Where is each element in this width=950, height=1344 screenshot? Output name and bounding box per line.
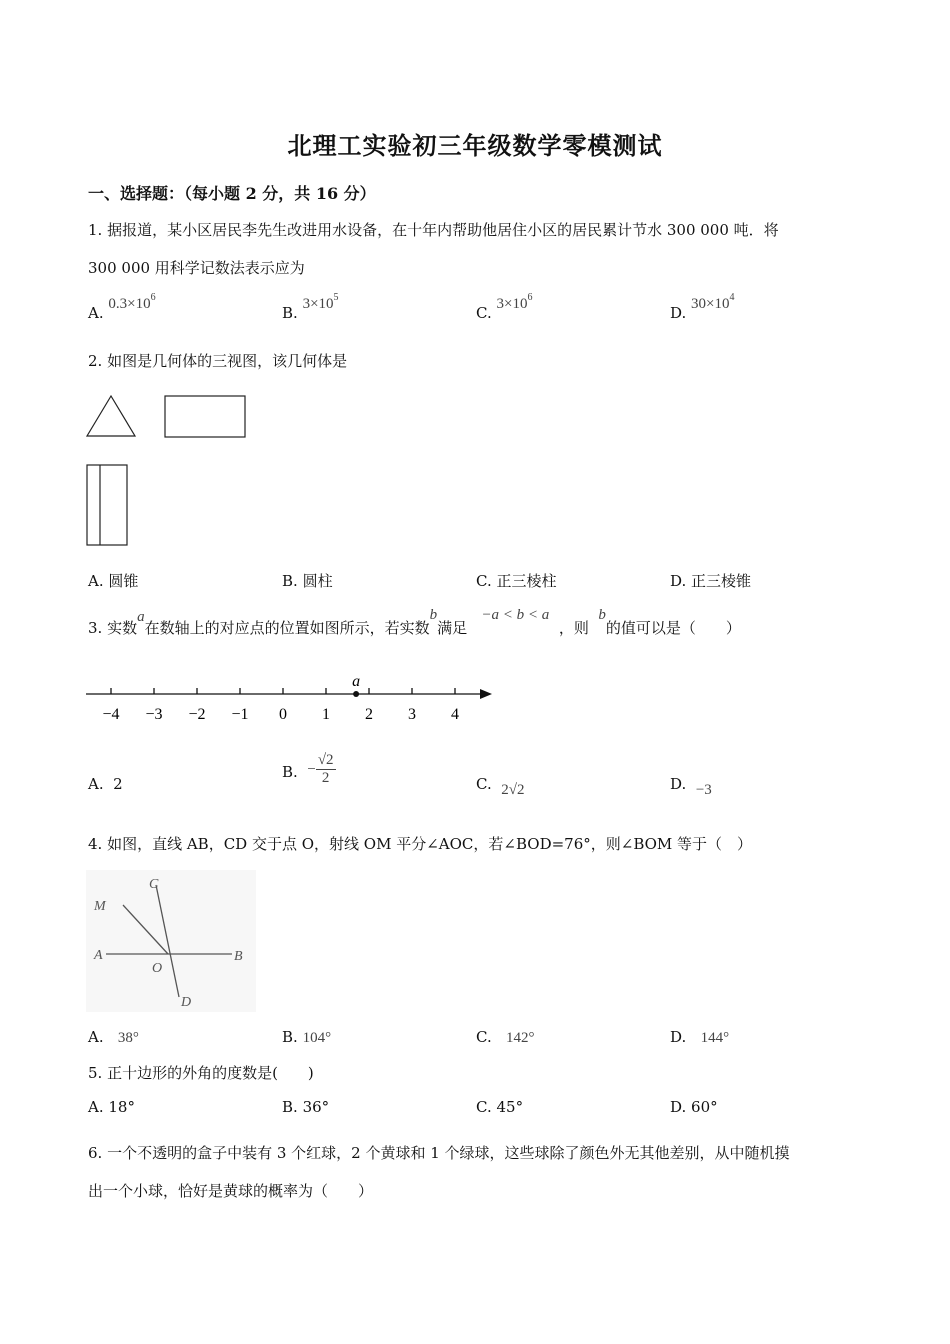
option-letter: B.	[282, 304, 298, 322]
q1-option-b	[282, 292, 339, 323]
option-letter: D.	[670, 304, 687, 322]
label-d: D	[181, 995, 192, 1010]
label-m: M	[94, 899, 106, 914]
q2-option-b: B. 圆柱	[282, 572, 333, 590]
label-o: O	[152, 961, 163, 976]
option-letter: A.	[88, 304, 104, 322]
option-math: $30\times 10^4$	[691, 292, 735, 312]
q2-option-d: D. 正三棱锥	[670, 572, 752, 590]
number-line-tick-label: 0	[279, 706, 287, 723]
q4-option-c: C. 142°	[476, 1028, 535, 1046]
point-a-label: a	[352, 673, 361, 690]
number-line-tick-label: −3	[145, 706, 163, 723]
q5-option-a: A. 18°	[88, 1098, 135, 1116]
fraction: $\frac{√2}{2}$	[317, 752, 334, 786]
figure-background	[86, 870, 256, 1012]
var-a: a	[137, 609, 145, 625]
label-a: A	[94, 948, 103, 963]
number-line-tick-label: 1	[322, 706, 330, 723]
condition: −a < b < a	[481, 607, 550, 623]
var-b: b	[429, 607, 438, 623]
number-line-tick-label: 2	[365, 706, 373, 723]
label-b: B	[234, 949, 243, 964]
number-line-tick-label: −4	[102, 706, 120, 723]
label-c: C	[149, 877, 159, 892]
number-line-arrow	[480, 689, 492, 699]
q1-option-a	[88, 292, 156, 323]
number-line-tick-label: 3	[408, 706, 416, 723]
q4-option-a: A. 38°	[88, 1028, 139, 1046]
number-line-tick-label: −2	[188, 706, 206, 723]
q6-line1: 6. 一个不透明的盒子中装有 3 个红球，2 个黄球和 1 个绿球，这些球除了颜色外无其他差别，从中随机摸	[88, 1144, 790, 1162]
var-b: b	[598, 607, 606, 623]
number-line-tick-label: −1	[231, 706, 249, 723]
three-view-figure	[80, 388, 260, 553]
q4-option-d: D. 144°	[670, 1028, 730, 1046]
q1-option-d	[670, 292, 735, 323]
front-view-triangle	[87, 396, 135, 436]
q5-option-b: B. 36°	[282, 1098, 330, 1116]
q3-text: 3. 实数a在数轴上的对应点的位置如图所示，若实数b满足 −a < b < a ，则 b的值可以是（ ）	[88, 607, 741, 637]
option-math: $3\times 10^5$	[302, 292, 339, 312]
intersecting-lines-figure	[86, 870, 256, 1012]
q4-option-b: B. 104°	[282, 1028, 332, 1046]
q5-option-d: D. 60°	[670, 1098, 718, 1116]
number-line-tick-label: 4	[451, 706, 459, 723]
q5-option-c: C. 45°	[476, 1098, 524, 1116]
q5-text: 5. 正十边形的外角的度数是( )	[88, 1064, 314, 1082]
top-view-rectangle	[87, 465, 127, 545]
q3-option-c: C. 2√2	[476, 775, 525, 798]
q1-option-c	[476, 292, 533, 323]
q2-text: 2. 如图是几何体的三视图，该几何体是	[88, 352, 348, 370]
option-math: $3\times 10^6$	[496, 292, 533, 312]
option-letter: C.	[476, 304, 492, 322]
q1-line1: 1. 据报道，某小区居民李先生改进用水设备，在十年内帮助他居住小区的居民累计节水 300 000 吨．将	[88, 221, 779, 239]
q1-line2: 300 000 用科学记数法表示应为	[88, 259, 305, 277]
option-math: $0.3\times 10^6$	[108, 292, 156, 312]
number-line	[80, 668, 500, 728]
point-a	[353, 691, 359, 697]
q2-option-a: A. 圆锥	[88, 572, 139, 590]
page-title: 北理工实验初三年级数学零模测试	[287, 131, 663, 160]
section-heading: 一、选择题：（每小题 2 分，共 16 分）	[88, 184, 376, 203]
side-view-rectangle	[165, 396, 245, 437]
q4-text: 4. 如图，直线 AB，CD 交于点 O，射线 OM 平分∠AOC，若∠BOD=76°，则∠BOM 等于（ ）	[88, 835, 753, 853]
q3-option-d: D. −3	[670, 775, 712, 798]
q3-option-b: B. − $\frac{√2}{2}$	[282, 752, 334, 786]
q3-option-a: A. 2	[88, 775, 123, 793]
q2-option-c: C. 正三棱柱	[476, 572, 557, 590]
q6-line2: 出一个小球，恰好是黄球的概率为（ ）	[88, 1182, 374, 1200]
